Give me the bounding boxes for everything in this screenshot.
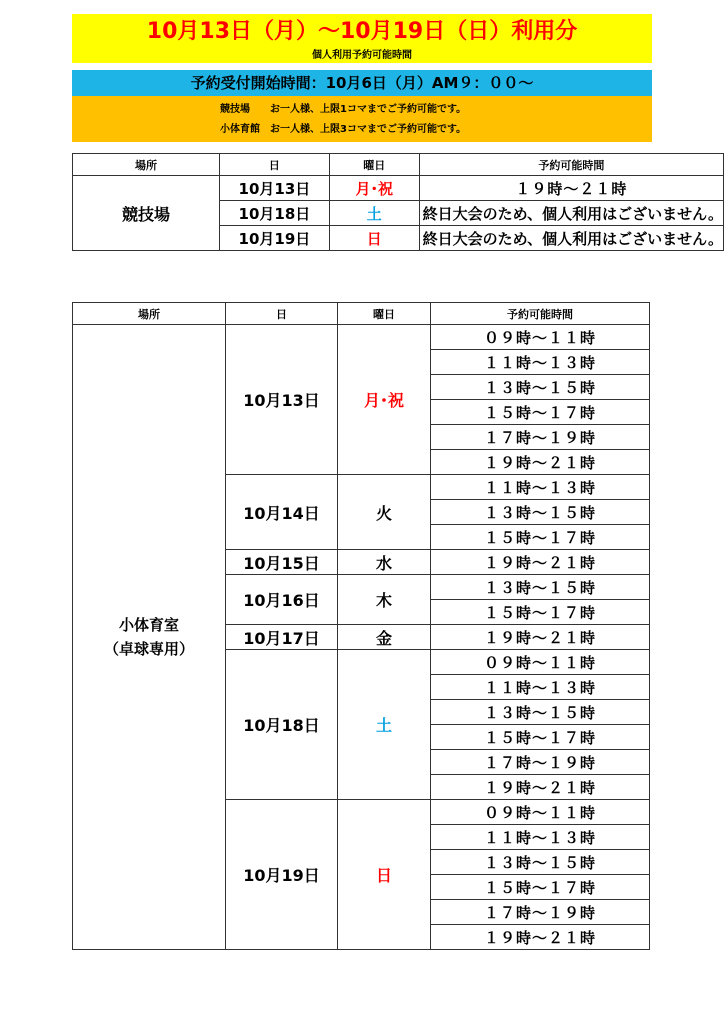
dow-cell: 日 [329,226,419,251]
dow-cell: 火 [338,475,431,550]
time-slot: １３時～１５時 [431,700,650,725]
time-slot: １３時～１５時 [431,575,650,600]
time-slot: １５時～１７時 [431,400,650,425]
place-name: 小体育室 [118,616,179,634]
dow-cell: 土 [329,201,419,226]
time-slot: ０９時～１１時 [431,325,650,350]
dow-cell: 土 [338,650,431,800]
dow-cell: 月･祝 [338,325,431,475]
day-cell: 10月15日 [226,550,338,575]
day-cell: 10月19日 [226,800,338,950]
day-cell: 10月17日 [226,625,338,650]
day-cell: 10月13日 [226,325,338,475]
stadium-table [72,153,724,251]
day-cell: 10月19日 [220,226,330,251]
day-cell: 10月13日 [220,176,330,201]
reservation-start-banner: 予約受付開始時間：10月6日（月）AM９：００～ [72,70,652,96]
time-slot: １１時～１３時 [431,675,650,700]
col-header-place: 場所 [73,154,220,176]
time-slot: １９時～２１時 [431,775,650,800]
time-slot: １５時～１７時 [431,525,650,550]
time-slot: １３時～１５時 [431,500,650,525]
stadium-place-cell: 競技場 [73,176,220,251]
col-header-day: 日 [220,154,330,176]
note-small-gym: 小体育館 お一人様、上限3コマまでご予約可能です。 [220,124,467,135]
dow-cell: 日 [338,800,431,950]
page-title: 10月13日（月）～10月19日（日）利用分 [146,19,578,44]
day-cell: 10月14日 [226,475,338,550]
time-slot: １１時～１３時 [431,350,650,375]
time-slot: １９時～２１時 [419,176,723,201]
table-row [73,325,650,350]
time-slot: １５時～１７時 [431,600,650,625]
day-cell: 10月18日 [220,201,330,226]
time-slot: ０９時～１１時 [431,650,650,675]
time-slot: １１時～１３時 [431,825,650,850]
notes-banner [72,96,652,142]
time-slot: １７時～１９時 [431,425,650,450]
page-subtitle: 個人利用予約可能時間 [312,50,412,61]
col-header-day: 日 [226,303,338,325]
col-header-time: 予約可能時間 [419,154,723,176]
dow-cell: 木 [338,575,431,625]
time-slot: １７時～１９時 [431,900,650,925]
no-availability-note: 終日大会のため、個人利用はございません。 [419,201,723,226]
col-header-dow: 曜日 [338,303,431,325]
time-slot: １１時～１３時 [431,475,650,500]
no-availability-note: 終日大会のため、個人利用はございません。 [419,226,723,251]
time-slot: １９時～２１時 [431,625,650,650]
day-cell: 10月18日 [226,650,338,800]
time-slot: １３時～１５時 [431,850,650,875]
dow-cell: 水 [338,550,431,575]
dow-cell: 金 [338,625,431,650]
day-cell: 10月16日 [226,575,338,625]
time-slot: １９時～２１時 [431,925,650,950]
title-banner [72,14,652,63]
col-header-place: 場所 [73,303,226,325]
time-slot: １７時～１９時 [431,750,650,775]
place-note: （卓球専用） [103,640,194,658]
time-slot: １５時～１７時 [431,725,650,750]
time-slot: １３時～１５時 [431,375,650,400]
small-gym-table [72,302,650,950]
note-stadium: 競技場 お一人様、上限1コマまでご予約可能です。 [220,104,467,115]
dow-cell: 月･祝 [329,176,419,201]
col-header-time: 予約可能時間 [431,303,650,325]
small-gym-place-cell [73,325,226,950]
col-header-dow: 曜日 [329,154,419,176]
time-slot: １５時～１７時 [431,875,650,900]
time-slot: １９時～２１時 [431,550,650,575]
time-slot: １９時～２１時 [431,450,650,475]
time-slot: ０９時～１１時 [431,800,650,825]
